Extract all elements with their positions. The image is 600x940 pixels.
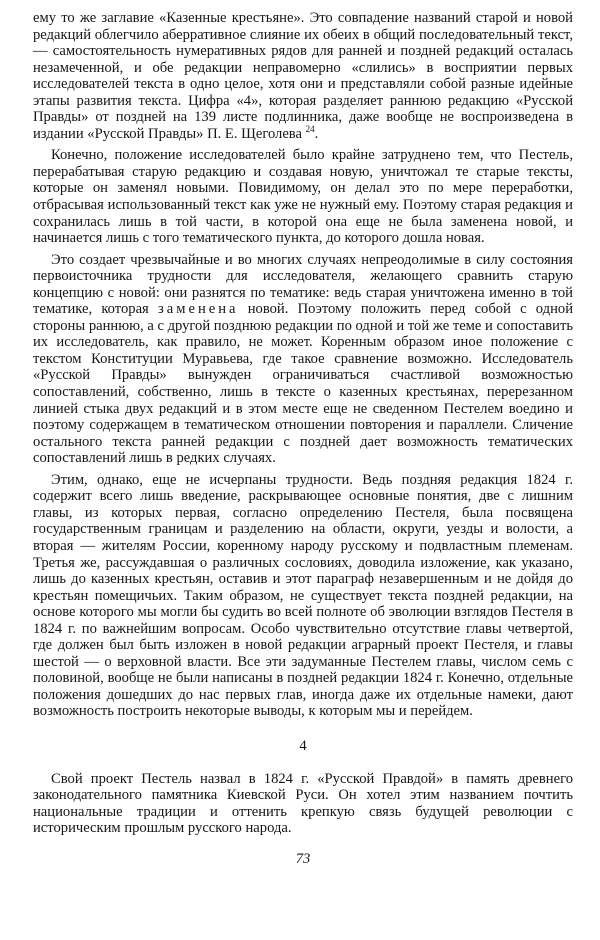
paragraph-1 bbox=[33, 10, 573, 142]
paragraph-3-text-before: Это создает чрезвычайные и во многих случаях непреодолимые в силу состояния первоисточника трудности для исследователя, желающего сравнить старую концепцию с новой: они разнятся по тематике: ведь старая уничтожена именно в той тематике, которая bbox=[33, 251, 573, 318]
paragraph-1-tail: . bbox=[314, 125, 319, 142]
book-page bbox=[33, 10, 573, 867]
section-paragraph-text: Свой проект Пестель назвал в 1824 г. «Русской Правдой» в память древнего законодательного памятника Киевской Руси. Он хотел этим названием почтить национальные традиции и оттенить крепкую связь будущей революции с историческим прошлым русского народа. bbox=[33, 770, 573, 837]
paragraph-3 bbox=[33, 252, 573, 467]
section-paragraph bbox=[33, 771, 573, 837]
paragraph-2-text: Конечно, положение исследователей было крайне затруднено тем, что Пестель, перерабатывая старую редакцию и создавая новую, уничтожал те старые тексты, которые он заменял новыми. Повидимому, он делал это по мере переработки, отбрасывая использованный текст как уже не нужный ему. Поэтому старая редакция и сохранилась лишь в той части, в которой она еще не была заменена новой, и начинается лишь с того тематического пункта, до которого дошла новая. bbox=[33, 147, 573, 247]
paragraph-1-text: ему то же заглавие «Казенные крестьяне». Это совпадение названий старой и новой редакций облегчило аберративное слияние их обеих в общий последовательный текст,— самостоятельность нумеративных рядов для ранней и поздней редакций осталась незамеченной, и обе редакции неправомерно «слились» в восприятии первых исследователей текста в одно целое, хотя они и представляли собой разные идейные этапы развития текста. Цифра «4», которая разделяет раннюю редакцию «Русской Правды» от поздней на 139 листе подлинника, даже вообще не воспроизведена в издании «Русской Правды» П. Е. Щеголева bbox=[33, 10, 573, 142]
paragraph-4-text: Этим, однако, еще не исчерпаны трудности. Ведь поздняя редакция 1824 г. содержит всего лишь введение, раскрывающее основные понятия, две с лишним главы, из которых первая, согласно определению Пестеля, была посвящена государственным границам и разделению на области, округи, уезды и волости, а вторая — жителям России, коренному народу русскому и подвластным племенам. Третья же, рассуждавшая о различных сословиях, доводила изложение, как указано, лишь до казенных крестьян, оставив и этот параграф незавершенным и не дойдя до крестьян помещичьих. Таким образом, не существует текста поздней редакции, на основе которого мы могли бы судить во всей полноте об эволюции взглядов Пестеля в 1824 г. по важнейшим вопросам. Особо чувствительно отсутствие главы четвертой, где должен был быть изложен в новой редакции аграрный проект Пестеля, и главы шестой — о верховной власти. Все эти задуманные Пестелем главы, числом семь с половиной, вообще не были написаны в поздней редакции 1824 г. Конечно, отдельные положения дошедших до нас первых глав, иногда даже их отдельные намеки, дают возможность построить некоторые выводы, к которым мы и перейдем. bbox=[33, 471, 573, 720]
emphasized-word: заменена bbox=[157, 301, 239, 318]
section-number: 4 bbox=[299, 737, 307, 754]
paragraph-3-text-after: новой. Поэтому положить перед собой с одной стороны раннюю, а с другой позднюю редакции по одной и той же теме и сопоставить их исследователь, как правило, не может. Коренным образом иное положение с текстом Конституции Муравьева, где такое сравнение возможно. Исследователь «Русской Правды» вынужден ограничиваться счастливой возможностью сопоставлений, собственно, лишь в тексте о казенных крестьянах, перерезанном линией стыка двух редакций и в этом месте еще не сведенном Пестелем воедино и поэтому содержащем в тематическом отношении повторения и параллели. Сличение остального текста ранней редакции с поздней дает возможность тематических сопоставлений лишь в редких случаях. bbox=[33, 301, 573, 467]
page-number: 73 bbox=[295, 850, 311, 867]
paragraph-4 bbox=[33, 472, 573, 720]
footnote-ref-24: 24 bbox=[305, 123, 315, 134]
paragraph-2 bbox=[33, 147, 573, 246]
